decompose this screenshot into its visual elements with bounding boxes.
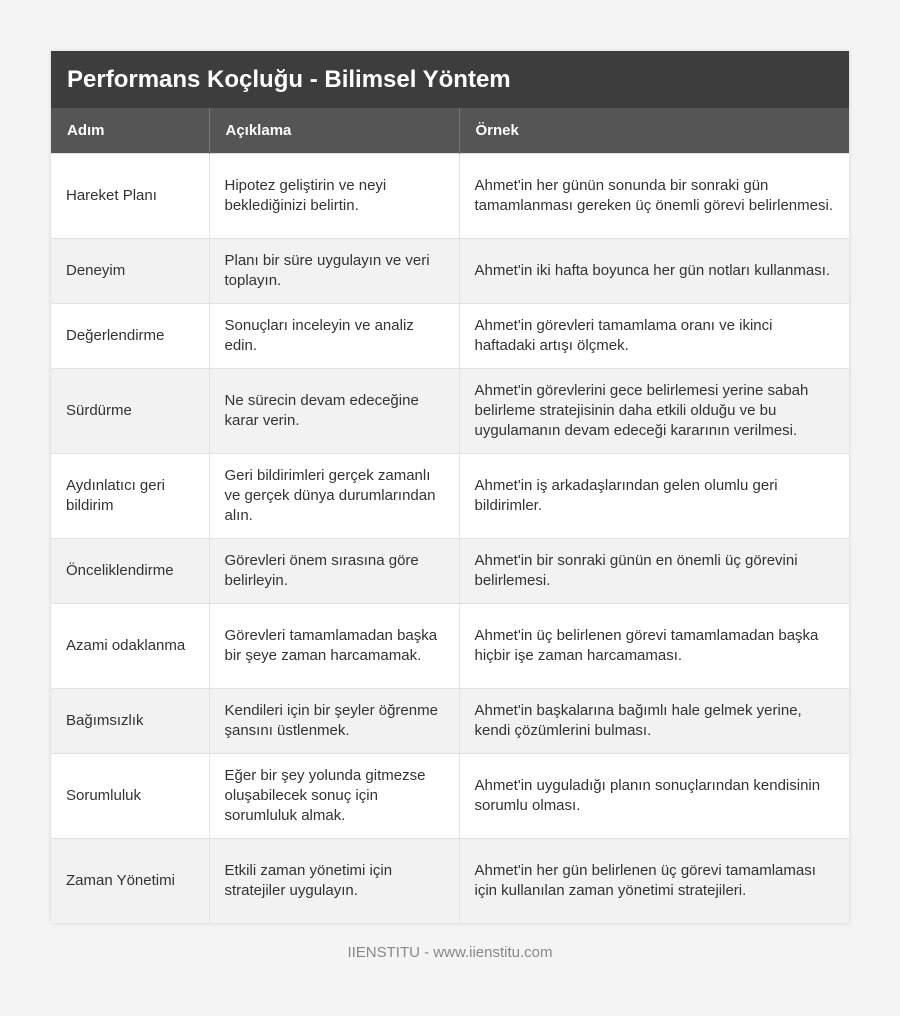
table-row bbox=[51, 603, 849, 688]
example-cell: Ahmet'in bir sonraki günün en önemli üç görevini belirlemesi. bbox=[459, 538, 849, 603]
example-cell: Ahmet'in uyguladığı planın sonuçlarından kendisinin sorumlu olması. bbox=[459, 753, 849, 838]
example-cell: Ahmet'in her gün belirlenen üç görevi tamamlaması için kullanılan zaman yönetimi stratejileri. bbox=[459, 838, 849, 923]
description-cell: Görevleri önem sırasına göre belirleyin. bbox=[209, 538, 459, 603]
example-cell: Ahmet'in görevlerini gece belirlemesi yerine sabah belirleme stratejisinin daha etkili olduğu ve bu uygulamanın devam edeceği kararının verilmesi. bbox=[459, 368, 849, 453]
column-header-description: Açıklama bbox=[209, 108, 459, 153]
description-cell: Eğer bir şey yolunda gitmezse oluşabilecek sonuç için sorumluluk almak. bbox=[209, 753, 459, 838]
table-card bbox=[51, 51, 849, 923]
column-header-step: Adım bbox=[51, 108, 209, 153]
step-cell: Sorumluluk bbox=[51, 753, 209, 838]
table-row bbox=[51, 453, 849, 538]
step-cell: Deneyim bbox=[51, 238, 209, 303]
step-cell: Azami odaklanma bbox=[51, 603, 209, 688]
example-cell: Ahmet'in başkalarına bağımlı hale gelmek yerine, kendi çözümlerini bulması. bbox=[459, 688, 849, 753]
description-cell: Planı bir süre uygulayın ve veri toplayın. bbox=[209, 238, 459, 303]
column-header-example: Örnek bbox=[459, 108, 849, 153]
table-row bbox=[51, 688, 849, 753]
step-cell: Değerlendirme bbox=[51, 303, 209, 368]
table-row bbox=[51, 368, 849, 453]
example-cell: Ahmet'in görevleri tamamlama oranı ve ikinci haftadaki artışı ölçmek. bbox=[459, 303, 849, 368]
description-cell: Hipotez geliştirin ve neyi beklediğinizi belirtin. bbox=[209, 153, 459, 238]
description-cell: Görevleri tamamlamadan başka bir şeye zaman harcamamak. bbox=[209, 603, 459, 688]
step-cell: Bağımsızlık bbox=[51, 688, 209, 753]
table-row bbox=[51, 153, 849, 238]
table-row bbox=[51, 838, 849, 923]
example-cell: Ahmet'in iki hafta boyunca her gün notları kullanması. bbox=[459, 238, 849, 303]
step-cell: Önceliklendirme bbox=[51, 538, 209, 603]
description-cell: Geri bildirimleri gerçek zamanlı ve gerçek dünya durumlarından alın. bbox=[209, 453, 459, 538]
description-cell: Sonuçları inceleyin ve analiz edin. bbox=[209, 303, 459, 368]
example-cell: Ahmet'in iş arkadaşlarından gelen olumlu geri bildirimler. bbox=[459, 453, 849, 538]
table-row bbox=[51, 538, 849, 603]
step-cell: Sürdürme bbox=[51, 368, 209, 453]
header-row bbox=[51, 108, 849, 153]
example-cell: Ahmet'in her günün sonunda bir sonraki gün tamamlanması gereken üç önemli görevi belirlenmesi. bbox=[459, 153, 849, 238]
description-cell: Ne sürecin devam edeceğine karar verin. bbox=[209, 368, 459, 453]
table-title: Performans Koçluğu - Bilimsel Yöntem bbox=[51, 51, 849, 108]
footer-credit: IIENSTITU - www.iienstitu.com bbox=[347, 944, 553, 961]
step-cell: Aydınlatıcı geri bildirim bbox=[51, 453, 209, 538]
coaching-table bbox=[51, 108, 849, 923]
step-cell: Zaman Yönetimi bbox=[51, 838, 209, 923]
step-cell: Hareket Planı bbox=[51, 153, 209, 238]
example-cell: Ahmet'in üç belirlenen görevi tamamlamadan başka hiçbir işe zaman harcamaması. bbox=[459, 603, 849, 688]
table-row bbox=[51, 238, 849, 303]
table-row bbox=[51, 303, 849, 368]
description-cell: Etkili zaman yönetimi için stratejiler uygulayın. bbox=[209, 838, 459, 923]
description-cell: Kendileri için bir şeyler öğrenme şansını üstlenmek. bbox=[209, 688, 459, 753]
table-row bbox=[51, 753, 849, 838]
